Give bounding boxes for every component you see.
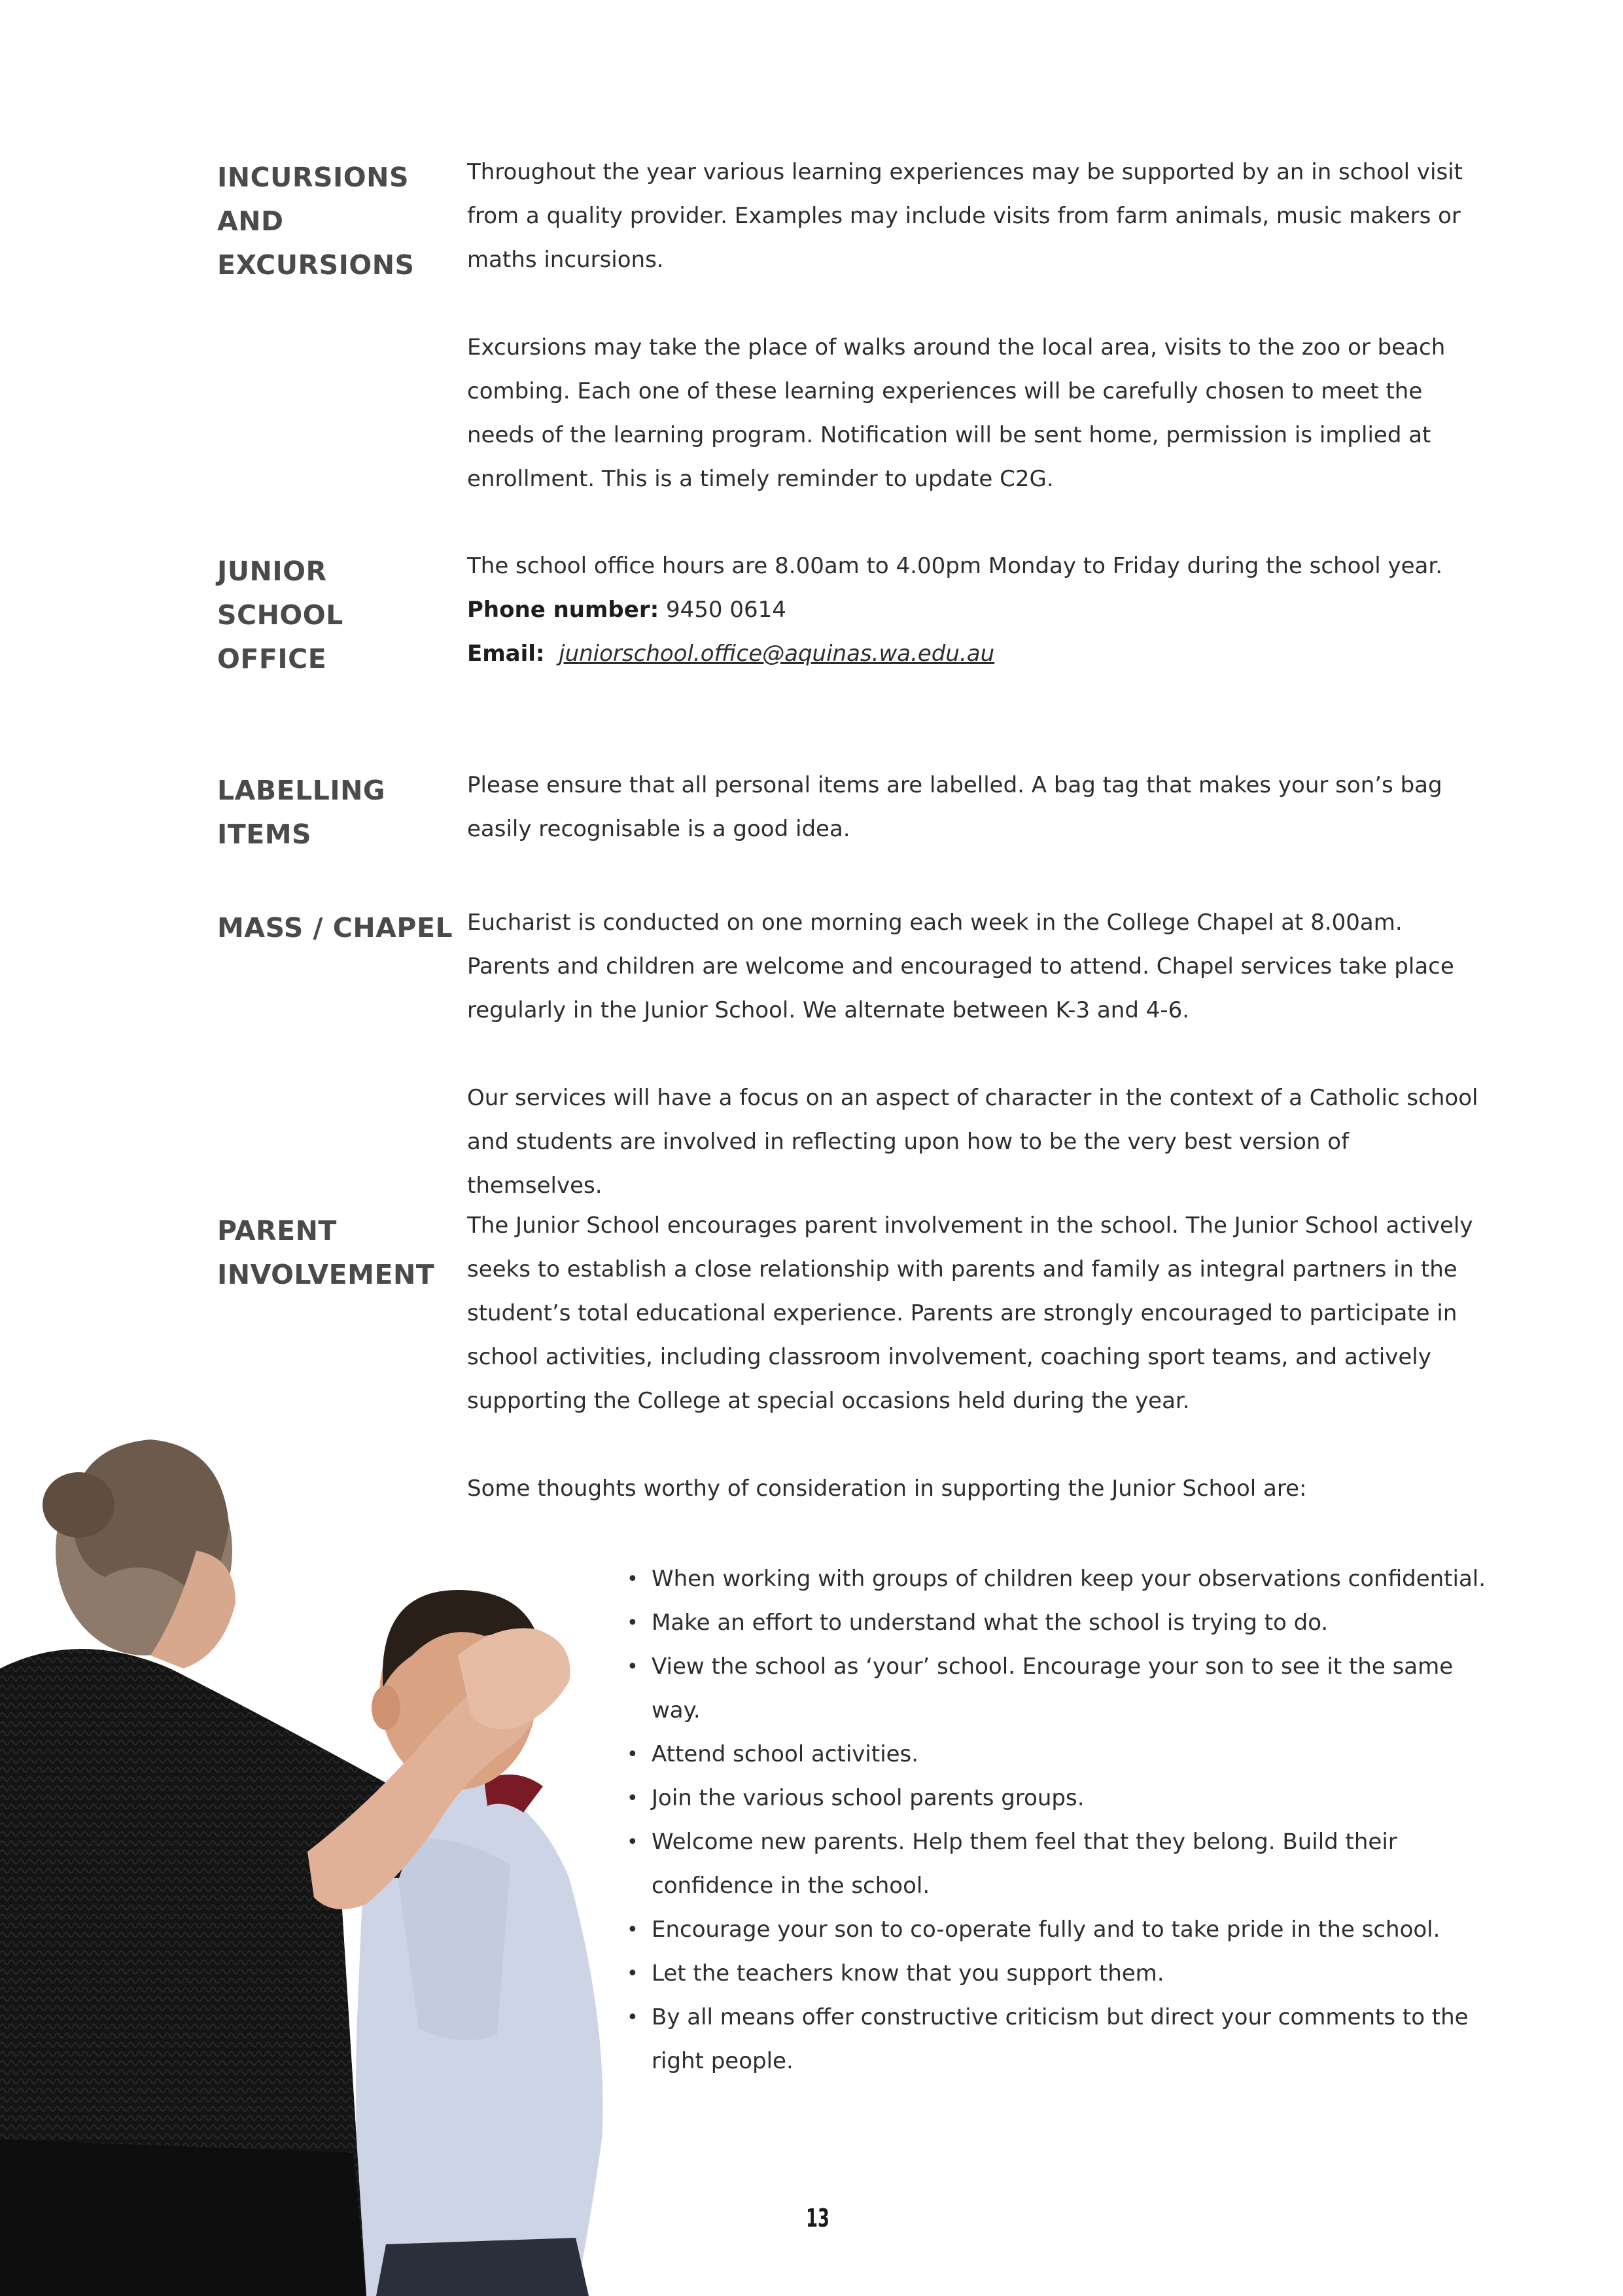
paragraph: Some thoughts worthy of consideration in supporting the Junior School are: bbox=[467, 1475, 1307, 1502]
parent-tips-list bbox=[627, 1557, 1497, 2083]
list-item: • Join the various school parents groups. bbox=[627, 1785, 1085, 1811]
paragraph: Please ensure that all personal items are labelled. A bag tag that makes your son’s bag easily recognisable is a good idea. bbox=[467, 772, 1442, 842]
office-hours: The school office hours are 8.00am to 4.00pm Monday to Friday during the school year. bbox=[467, 553, 1443, 579]
paragraph: Eucharist is conducted on one morning each week in the College Chapel at 8.00am. Parents and children are welcome and encouraged to attend. Chapel services take place regularly in the Junior School. We alternate between K-3 and 4-6. bbox=[467, 910, 1454, 1023]
section-heading-incursions: INCURSIONS AND EXCURSIONS bbox=[217, 162, 415, 281]
list-item: • Encourage your son to co-operate fully and to take pride in the school. bbox=[627, 1916, 1440, 1943]
section-heading-labelling: LABELLING ITEMS bbox=[217, 775, 386, 850]
list-item: • By all means offer constructive criticism but direct your comments to the right people. bbox=[627, 2004, 1469, 2074]
email-label: Email: bbox=[467, 641, 545, 667]
list-item: • Welcome new parents. Help them feel that they belong. Build their confidence in the school. bbox=[627, 1829, 1397, 1899]
list-item: • Let the teachers know that you support them. bbox=[627, 1960, 1164, 1987]
page-number: 13 bbox=[806, 2204, 829, 2233]
list-item: • When working with groups of children keep your observations confidential. bbox=[627, 1566, 1486, 1592]
section-heading-parent: PARENT INVOLVEMENT bbox=[217, 1215, 435, 1290]
section-heading-mass: MASS / CHAPEL bbox=[217, 912, 453, 944]
list-item: • Attend school activities. bbox=[627, 1741, 919, 1767]
list-item: • View the school as ‘your’ school. Encourage your son to see it the same way. bbox=[627, 1653, 1454, 1723]
phone-line bbox=[467, 588, 1488, 632]
section-body-mass bbox=[467, 901, 1488, 1208]
paragraph: Our services will have a focus on an aspect of character in the context of a Catholic school and students are involved in reflecting upon how to be the very best version of themselves. bbox=[467, 1085, 1478, 1199]
paragraph: The Junior School encourages parent involvement in the school. The Junior School actively seeks to establish a close relationship with parents and family as integral partners in the student’s total educational experience. Parents are strongly encouraged to participate in school activities, including classroom involvement, coaching sport teams, and actively supporting the College at special occasions held during the year. bbox=[467, 1212, 1473, 1414]
paragraph: Excursions may take the place of walks around the local area, visits to the zoo or beach combing. Each one of these learning experiences will be carefully chosen to meet the needs of the learning program. Notification will be sent home, permission is implied at enrollment. This is a timely reminder to update C2G. bbox=[467, 334, 1446, 492]
email-link[interactable]: juniorschool.office@aquinas.wa.edu.au bbox=[559, 641, 995, 667]
section-body-labelling bbox=[467, 764, 1488, 851]
section-body-parent bbox=[467, 1204, 1488, 1511]
phone-number: 9450 0614 bbox=[666, 597, 786, 623]
section-heading-office: JUNIOR SCHOOL OFFICE bbox=[217, 556, 343, 675]
email-line bbox=[467, 632, 1488, 676]
section-body-office bbox=[467, 544, 1488, 676]
phone-label: Phone number: bbox=[467, 597, 659, 623]
paragraph: Throughout the year various learning experiences may be supported by an in school visit from a quality provider. Examples may include visits from farm animals, music makers or maths incursions. bbox=[467, 159, 1463, 273]
parent-son-photo bbox=[0, 1381, 654, 2296]
section-body-incursions bbox=[467, 150, 1488, 501]
list-item: • Make an effort to understand what the school is trying to do. bbox=[627, 1610, 1329, 1636]
